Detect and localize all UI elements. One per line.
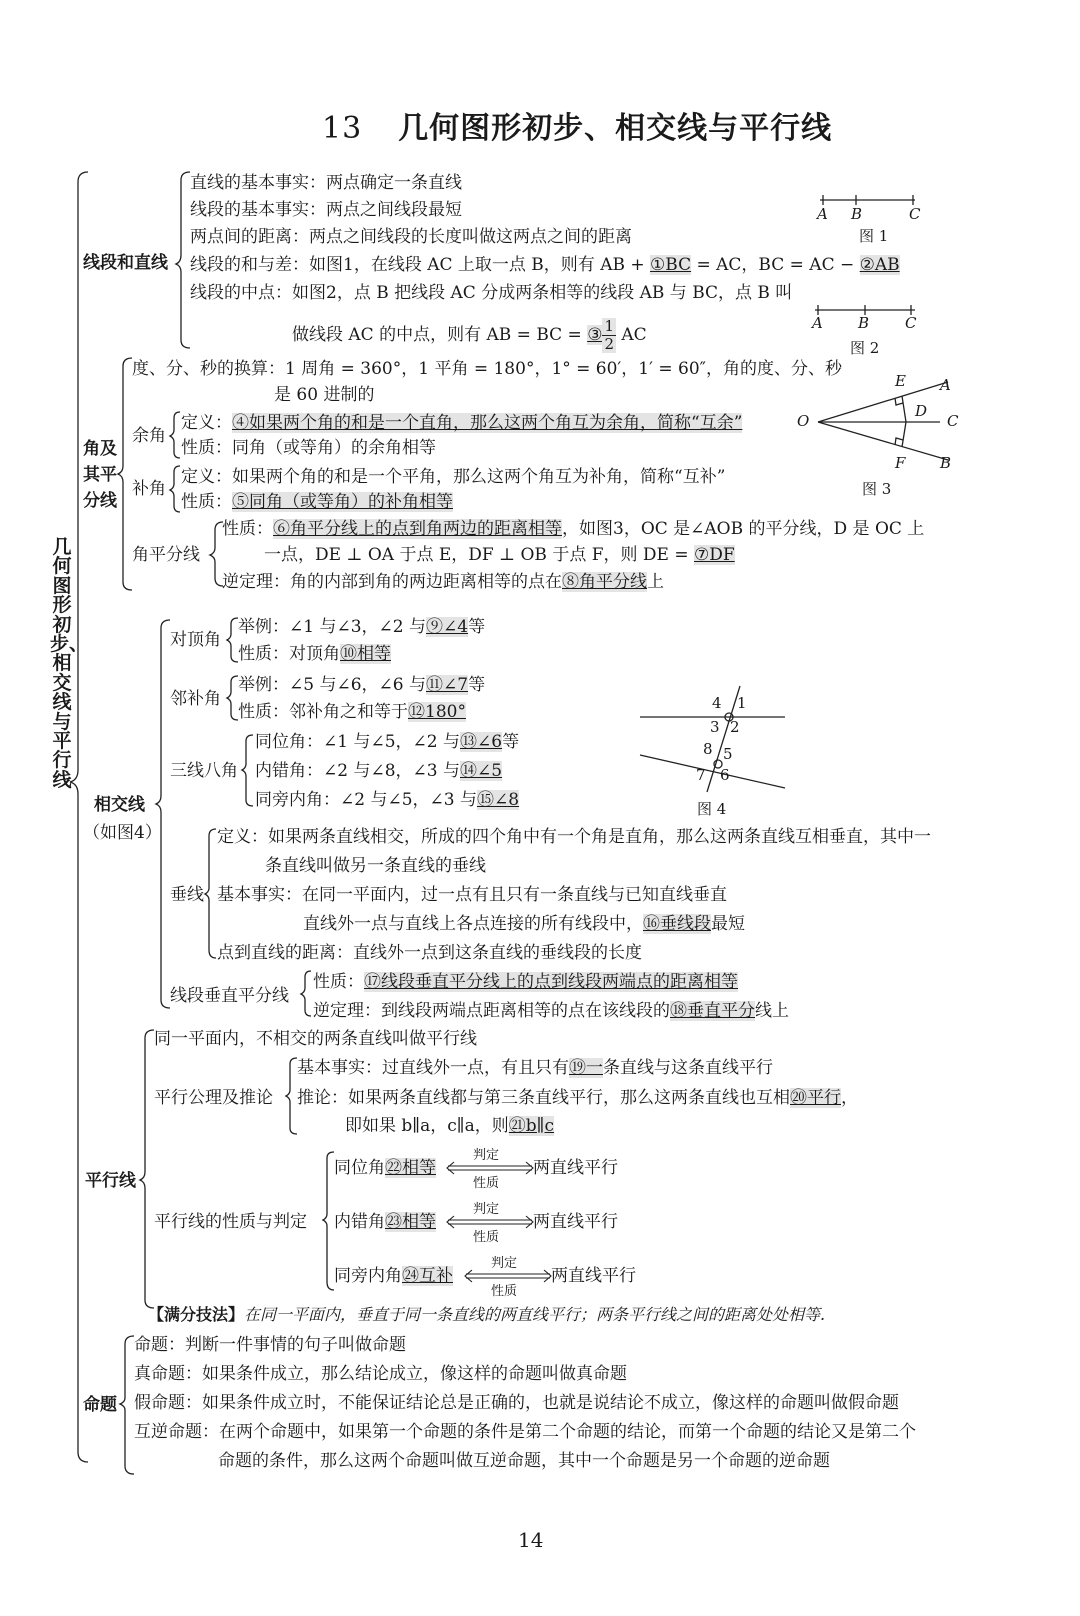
proposition-line-1: 命题：判断一件事情的句子叫做命题 bbox=[134, 1335, 406, 1355]
answer-13: ⑬∠6 bbox=[460, 732, 503, 752]
text: 基本事实：过直线外一点，有且只有 bbox=[297, 1058, 569, 1078]
text: 做线段 AC 的中点，则有 AB = BC = bbox=[292, 325, 588, 345]
fig3-caption: 图 3 bbox=[862, 480, 892, 498]
alternate-angles bbox=[255, 760, 502, 782]
segment-line-1: 直线的基本事实：两点确定一条直线 bbox=[190, 173, 462, 193]
fig3-point-f: F bbox=[895, 454, 906, 472]
segment-line-4 bbox=[190, 254, 900, 276]
bisector-line-2 bbox=[264, 544, 735, 566]
segment-line-3: 两点间的距离：两点之间线段的长度叫做这两点之间的距离 bbox=[190, 227, 632, 247]
text: 同位角 bbox=[334, 1158, 385, 1178]
perpendicular-def-2: 条直线叫做另一条直线的垂线 bbox=[265, 856, 486, 876]
parallel-pj-label: 平行线的性质与判定 bbox=[154, 1212, 307, 1232]
fig3-point-o: O bbox=[797, 412, 810, 430]
answer-20: ⑳平行 bbox=[790, 1088, 841, 1108]
text: 条直线与这条直线平行 bbox=[603, 1058, 773, 1078]
proposition-line-3: 假命题：如果条件成立时，不能保证结论总是正确的，也就是说结论不成立，像这样的命题叫做假命题 bbox=[134, 1393, 899, 1413]
perp-bisector-label: 线段垂直平分线 bbox=[170, 986, 289, 1006]
answer-2: ②AB bbox=[859, 255, 900, 275]
answer-17: ⑰线段垂直平分线上的点到线段两端点的距离相等 bbox=[364, 972, 738, 992]
answer-16: ⑯垂线段 bbox=[643, 914, 711, 934]
bisector-line-3 bbox=[222, 571, 664, 593]
text: 等 bbox=[502, 732, 520, 752]
text: 内错角 bbox=[334, 1212, 385, 1232]
text: 举例：∠5 与∠6，∠6 与 bbox=[238, 675, 426, 695]
section-parallel: 平行线 bbox=[85, 1171, 136, 1191]
section-intersect: 相交线 bbox=[94, 795, 145, 815]
text: 性质：对顶角 bbox=[238, 644, 340, 664]
parallel-corollary-2 bbox=[345, 1115, 554, 1137]
parallel-corollary bbox=[297, 1087, 858, 1109]
text: 即如果 b∥a，c∥a，则 bbox=[345, 1116, 509, 1136]
answer-5: ⑤同角（或等角）的补角相等 bbox=[232, 492, 453, 512]
corresponding-angles bbox=[255, 731, 519, 753]
text: 内错角：∠2 与∠8，∠3 与 bbox=[255, 761, 460, 781]
fig3-point-a: A bbox=[940, 376, 951, 394]
page-number: 14 bbox=[518, 1528, 544, 1552]
text: 性质： bbox=[222, 519, 273, 539]
answer-11: ⑪∠7 bbox=[426, 675, 469, 695]
parallel-axiom-label: 平行公理及推论 bbox=[154, 1088, 273, 1108]
perpendicular-label: 垂线 bbox=[170, 885, 204, 905]
fig4-angle-1: 1 bbox=[737, 694, 747, 712]
tip bbox=[148, 1304, 825, 1326]
three-lines-label: 三线八角 bbox=[170, 761, 238, 781]
vertical-angle-label: 对顶角 bbox=[170, 630, 221, 650]
prop-label-2: 性质 bbox=[473, 1230, 500, 1245]
answer-7: ⑦DF bbox=[694, 545, 735, 565]
perp-bisector-inverse bbox=[313, 1000, 789, 1022]
answer-4: ④如果两个角的和是一个直角，那么这两个角互为余角，简称“互余” bbox=[232, 413, 743, 433]
text: 直线外一点与直线上各点连接的所有线段中， bbox=[303, 914, 643, 934]
fig3-point-d: D bbox=[915, 402, 928, 420]
fraction-denominator: 2 bbox=[604, 335, 614, 353]
text: 推论：如果两条直线都与第三条直线平行，那么这两条直线也互相 bbox=[297, 1088, 790, 1108]
adjacent-angle-prop bbox=[238, 701, 466, 723]
answer-6: ⑥角平分线上的点到角两边的距离相等 bbox=[273, 519, 562, 539]
answer-18: ⑱垂直平分 bbox=[670, 1001, 755, 1021]
fig4-angle-6: 6 bbox=[720, 766, 730, 784]
parallel-row-3 bbox=[334, 1265, 453, 1287]
parallel-axiom-fact bbox=[297, 1057, 773, 1079]
text: 同旁内角：∠2 与∠5，∠3 与 bbox=[255, 790, 477, 810]
section-angle-2: 其平 bbox=[83, 465, 117, 485]
answer-9: ⑨∠4 bbox=[426, 617, 469, 637]
text: 线上 bbox=[755, 1001, 789, 1021]
fig4-angle-4: 4 bbox=[712, 694, 722, 712]
parallel-row-2 bbox=[334, 1211, 436, 1233]
answer-8: ⑧角平分线 bbox=[562, 572, 647, 592]
text: ， bbox=[841, 1088, 858, 1108]
fig3-point-c: C bbox=[947, 412, 959, 430]
perp-bisector-prop bbox=[313, 971, 738, 993]
fig2-point-c: C bbox=[905, 314, 917, 332]
adjacent-angle-label: 邻补角 bbox=[170, 689, 221, 709]
text: 同旁内角 bbox=[334, 1266, 402, 1286]
text: 逆定理：到线段两端点距离相等的点在该线段的 bbox=[313, 1001, 670, 1021]
vertical-angle-prop bbox=[238, 643, 391, 665]
answer-12: ⑫180° bbox=[408, 702, 466, 722]
text: 举例：∠1 与∠3，∠2 与 bbox=[238, 617, 426, 637]
complementary-label: 余角 bbox=[132, 426, 166, 446]
angle-line-2: 是 60 进制的 bbox=[274, 385, 375, 405]
text: 同位角：∠1 与∠5，∠2 与 bbox=[255, 732, 460, 752]
parallel-row-1 bbox=[334, 1157, 436, 1179]
text: 等 bbox=[468, 617, 486, 637]
same-side-angles bbox=[255, 789, 519, 811]
perpendicular-fact: 基本事实：在同一平面内，过一点有且只有一条直线与已知直线垂直 bbox=[217, 885, 727, 905]
answer-14: ⑭∠5 bbox=[460, 761, 503, 781]
answer-23: ㉓相等 bbox=[385, 1212, 436, 1232]
section-angle-3: 分线 bbox=[83, 491, 117, 511]
fig4-angle-8: 8 bbox=[703, 740, 713, 758]
fig4-angle-2: 2 bbox=[730, 718, 740, 736]
vertical-angle-example bbox=[238, 616, 485, 638]
fig1-point-a: A bbox=[817, 205, 828, 223]
angle-line-1: 度、分、秒的换算：1 周角 = 360°，1 平角 = 180°，1° = 60′，1′ = 60″，角的度、分、秒 bbox=[132, 359, 843, 379]
fig4-angle-3: 3 bbox=[710, 718, 720, 736]
section-segment: 线段和直线 bbox=[83, 253, 168, 273]
answer-22: ㉒相等 bbox=[385, 1158, 436, 1178]
text: 定义： bbox=[181, 413, 232, 433]
judge-label-2: 判定 bbox=[473, 1202, 500, 1217]
chapter-title: 几何图形初步、相交线与平行线 bbox=[398, 111, 833, 146]
adjacent-angle-example bbox=[238, 674, 485, 696]
parallel-def: 同一平面内，不相交的两条直线叫做平行线 bbox=[154, 1029, 477, 1049]
complementary-def bbox=[181, 412, 742, 434]
chapter-number: 13 bbox=[322, 111, 363, 146]
answer-10: ⑩相等 bbox=[340, 644, 391, 664]
vertical-chapter-title: 几何图形初步、相交线与平行线 bbox=[50, 536, 89, 791]
tip-text: 在同一平面内，垂直于同一条直线的两直线平行；两条平行线之间的距离处处相等. bbox=[244, 1305, 826, 1324]
section-angle-1: 角及 bbox=[83, 439, 117, 459]
answer-19: ⑲一 bbox=[569, 1058, 603, 1078]
fig1-point-c: C bbox=[909, 205, 921, 223]
segment-line-6 bbox=[292, 318, 647, 353]
parallel-result-3: 两直线平行 bbox=[551, 1266, 636, 1286]
text: 逆定理：角的内部到角的两边距离相等的点在 bbox=[222, 572, 562, 592]
text: AC bbox=[615, 325, 647, 345]
answer-3: ③ bbox=[587, 325, 603, 345]
judge-label-1: 判定 bbox=[473, 1148, 500, 1163]
fig1-caption: 图 1 bbox=[859, 227, 889, 245]
perpendicular-def-1: 定义：如果两条直线相交，所成的四个角中有一个角是直角，那么这两条直线互相垂直，其中一 bbox=[217, 827, 931, 847]
text: = AC，BC = AC − bbox=[691, 255, 860, 275]
text: 一点，DE ⊥ OA 于点 E，DF ⊥ OB 于点 F，则 DE = bbox=[264, 545, 695, 565]
supplementary-prop bbox=[181, 491, 453, 513]
answer-24: ㉔互补 bbox=[402, 1266, 453, 1286]
answer-21: ㉑b∥c bbox=[508, 1116, 555, 1136]
text: 等 bbox=[468, 675, 486, 695]
tip-label: 【满分技法】 bbox=[148, 1305, 245, 1324]
complementary-prop: 性质：同角（或等角）的余角相等 bbox=[181, 438, 436, 458]
section-intersect-sub: （如图4） bbox=[83, 823, 162, 843]
fig4-angle-5: 5 bbox=[723, 745, 733, 763]
section-proposition: 命题 bbox=[83, 1395, 117, 1415]
fig1-point-b: B bbox=[851, 205, 863, 223]
text: 性质： bbox=[181, 492, 232, 512]
bisector-line-1 bbox=[222, 518, 924, 540]
bisector-label: 角平分线 bbox=[132, 545, 200, 565]
proposition-line-4: 互逆命题：在两个命题中，如果第一个命题的条件是第二个命题的结论，而第一个命题的结论又是第二个 bbox=[134, 1422, 916, 1442]
text: 最短 bbox=[711, 914, 745, 934]
text: 上 bbox=[647, 572, 664, 592]
text: 性质： bbox=[313, 972, 364, 992]
text: ，如图3，OC 是∠AOB 的平分线，D 是 OC 上 bbox=[562, 519, 925, 539]
supplementary-def: 定义：如果两个角的和是一个平角，那么这两个角互为补角，简称“互补” bbox=[181, 467, 726, 487]
fig4-caption: 图 4 bbox=[697, 800, 727, 818]
proposition-line-5: 命题的条件，那么这两个命题叫做互逆命题，其中一个命题是另一个命题的逆命题 bbox=[218, 1451, 830, 1471]
point-line-distance: 点到直线的距离：直线外一点到这条直线的垂线段的长度 bbox=[217, 943, 642, 963]
fig2-point-a: A bbox=[812, 314, 823, 332]
fig2-caption: 图 2 bbox=[850, 339, 880, 357]
fig3-point-e: E bbox=[895, 372, 906, 390]
answer-1: ①BC bbox=[650, 255, 692, 275]
supplementary-label: 补角 bbox=[132, 479, 166, 499]
parallel-result-2: 两直线平行 bbox=[533, 1212, 618, 1232]
fraction bbox=[602, 318, 616, 353]
answer-15: ⑮∠8 bbox=[477, 790, 520, 810]
fig2-point-b: B bbox=[858, 314, 870, 332]
prop-label-1: 性质 bbox=[473, 1176, 500, 1191]
text: 性质：邻补角之和等于 bbox=[238, 702, 408, 722]
perpendicular-fact-2 bbox=[303, 913, 745, 935]
judge-label-3: 判定 bbox=[491, 1256, 518, 1271]
fig3-point-b: B bbox=[940, 454, 952, 472]
prop-label-3: 性质 bbox=[491, 1284, 518, 1299]
segment-line-2: 线段的基本事实：两点之间线段最短 bbox=[190, 200, 462, 220]
fraction-numerator: 1 bbox=[604, 317, 614, 335]
fig4-angle-7: 7 bbox=[696, 766, 706, 784]
text: 线段的和与差：如图1，在线段 AC 上取一点 B，则有 AB + bbox=[190, 255, 651, 275]
parallel-result-1: 两直线平行 bbox=[533, 1158, 618, 1178]
segment-line-5: 线段的中点：如图2，点 B 把线段 AC 分成两条相等的线段 AB 与 BC，点 B 叫 bbox=[190, 283, 793, 303]
proposition-line-2: 真命题：如果条件成立，那么结论成立，像这样的命题叫做真命题 bbox=[134, 1364, 627, 1384]
